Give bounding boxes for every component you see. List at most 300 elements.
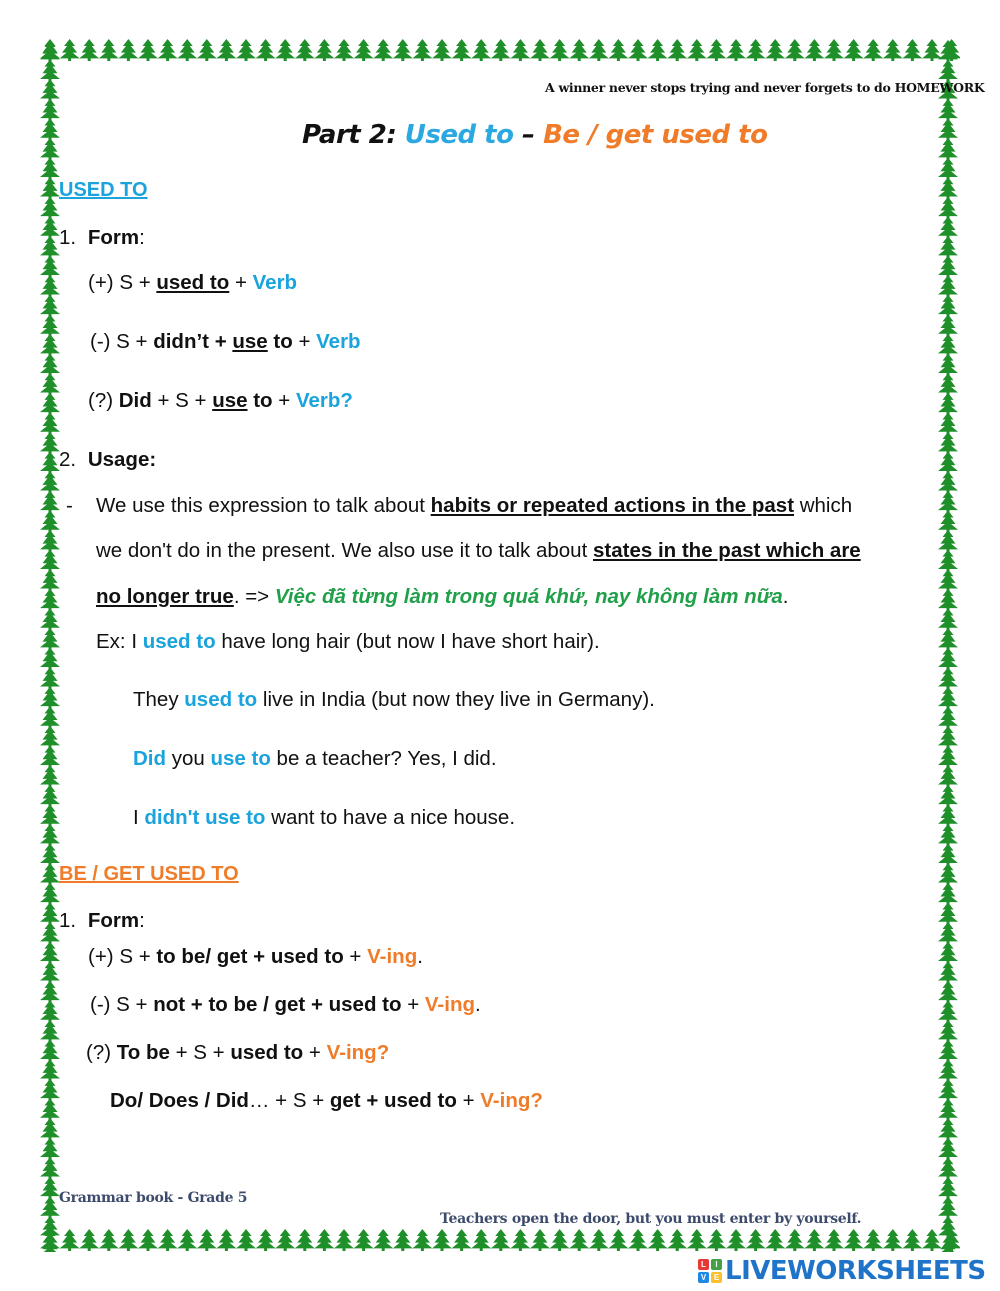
title-part: Part 2:: [302, 120, 397, 150]
footer-quote: Teachers open the door, but you must enter by yourself.: [440, 1211, 862, 1227]
tree-icon: [883, 39, 903, 61]
form-positive: [88, 271, 297, 295]
tree-icon: [40, 550, 60, 572]
tree-icon: [938, 726, 958, 748]
tree-icon: [648, 39, 668, 61]
tree-icon: [883, 1229, 903, 1251]
tree-icon: [40, 412, 60, 434]
tree-icon: [40, 824, 60, 846]
tree-icon: [938, 844, 958, 866]
usage-line-2: [96, 539, 861, 563]
tree-icon: [589, 39, 609, 61]
text: We use this expression to talk about: [96, 494, 431, 517]
tree-icon: [138, 1229, 158, 1251]
text: Ex: I: [96, 630, 143, 653]
tree-icon: [824, 39, 844, 61]
keyword: used to: [230, 1041, 304, 1064]
ving-label: V-ing: [424, 993, 475, 1016]
tree-icon: [938, 354, 958, 376]
tree-icon: [938, 863, 958, 885]
tree-icon: [863, 39, 883, 61]
tree-icon: [40, 491, 60, 513]
tree-icon: [40, 452, 60, 474]
tree-icon: [40, 60, 60, 82]
tree-icon: [938, 981, 958, 1003]
ving-label: V-ing?: [480, 1089, 543, 1112]
tree-icon: [256, 1229, 276, 1251]
text: I: [133, 806, 145, 829]
tree-icon: [40, 726, 60, 748]
tree-icon: [256, 39, 276, 61]
text: live in India (but now they live in Germany).: [257, 688, 655, 711]
tree-icon: [938, 746, 958, 768]
tree-icon: [40, 393, 60, 415]
tree-icon: [40, 765, 60, 787]
keyword: to be/ get + used to: [156, 945, 344, 968]
tree-border-right: [936, 40, 960, 1252]
tree-icon: [99, 39, 119, 61]
tree-icon: [432, 1229, 452, 1251]
example-3: [133, 747, 497, 771]
text: we don't do in the present. We also use it to talk about: [96, 539, 593, 562]
tree-icon: [510, 39, 530, 61]
tree-icon: [938, 1157, 958, 1179]
text: .: [475, 993, 481, 1016]
tree-icon: [510, 1229, 530, 1251]
text: +: [343, 945, 368, 968]
tree-icon: [40, 628, 60, 650]
tree-icon: [938, 942, 958, 964]
tree-icon: [40, 608, 60, 630]
tree-icon: [40, 667, 60, 689]
tree-icon: [589, 1229, 609, 1251]
text: +: [401, 993, 425, 1016]
tree-icon: [177, 39, 197, 61]
tree-icon: [938, 824, 958, 846]
keyword: to: [267, 330, 293, 353]
text: They: [133, 688, 185, 711]
tree-icon: [938, 236, 958, 258]
tree-icon: [938, 432, 958, 454]
tree-icon: [938, 510, 958, 532]
text: (?): [86, 1041, 117, 1064]
tree-icon: [785, 1229, 805, 1251]
tree-icon: [40, 785, 60, 807]
tree-icon: [938, 373, 958, 395]
tree-icon: [569, 39, 589, 61]
tree-border-left: [38, 40, 62, 1252]
tree-icon: [158, 1229, 178, 1251]
keyword: didn't use to: [144, 806, 266, 829]
tree-icon: [295, 1229, 315, 1251]
tree-icon: [40, 1138, 60, 1160]
title-be-get: Be / get used to: [543, 120, 768, 150]
tree-icon: [938, 314, 958, 336]
tree-icon: [216, 39, 236, 61]
tree-border-top: [40, 38, 960, 62]
tree-icon: [236, 1229, 256, 1251]
tree-icon: [40, 1216, 60, 1238]
tree-icon: [40, 354, 60, 376]
tree-icon: [40, 746, 60, 768]
tree-icon: [938, 412, 958, 434]
emphasis: no longer true: [96, 585, 234, 608]
form2-question-do: [110, 1089, 543, 1113]
tree-icon: [608, 39, 628, 61]
title-dash: –: [522, 120, 535, 150]
liveworksheets-brand[interactable]: [698, 1256, 986, 1286]
tree-icon: [40, 922, 60, 944]
usage-bullet: -: [66, 494, 73, 517]
tree-icon: [295, 39, 315, 61]
tree-icon: [491, 39, 511, 61]
keyword: used to: [142, 630, 216, 653]
example-4: [133, 806, 515, 830]
tree-icon: [236, 39, 256, 61]
tree-icon: [412, 39, 432, 61]
tree-icon: [938, 687, 958, 709]
usage-label: Usage:: [87, 448, 157, 471]
tree-icon: [40, 648, 60, 670]
tree-border-bottom: [40, 1228, 960, 1252]
tree-icon: [354, 1229, 374, 1251]
form-question: [88, 389, 353, 413]
emphasis: habits or repeated actions in the past: [430, 494, 795, 517]
tree-icon: [40, 1020, 60, 1042]
verb-label: Verb: [316, 330, 361, 353]
tree-icon: [938, 275, 958, 297]
tree-icon: [765, 1229, 785, 1251]
tree-icon: [938, 765, 958, 787]
usage-line-3: [96, 585, 788, 609]
tree-icon: [40, 216, 60, 238]
tree-icon: [40, 295, 60, 317]
tree-icon: [216, 1229, 236, 1251]
section-heading-be-get-used-to: BE / GET USED TO: [59, 863, 239, 885]
tree-icon: [40, 471, 60, 493]
tree-icon: [844, 1229, 864, 1251]
tree-icon: [938, 804, 958, 826]
tree-icon: [938, 902, 958, 924]
tree-icon: [40, 844, 60, 866]
tree-icon: [40, 197, 60, 219]
text: + S +: [169, 1041, 231, 1064]
tree-icon: [40, 275, 60, 297]
tree-icon: [608, 1229, 628, 1251]
text: +: [303, 1041, 327, 1064]
text: (-) S +: [90, 993, 154, 1016]
tree-icon: [432, 39, 452, 61]
tree-icon: [40, 99, 60, 121]
tree-icon: [938, 60, 958, 82]
tree-icon: [530, 39, 550, 61]
tree-icon: [746, 39, 766, 61]
text: +: [272, 389, 296, 412]
verb-label: Verb: [252, 271, 298, 294]
tree-icon: [138, 39, 158, 61]
tree-icon: [804, 1229, 824, 1251]
tree-icon: [938, 491, 958, 513]
tree-icon: [530, 1229, 550, 1251]
text: have long hair (but now I have short hair).: [215, 630, 600, 653]
verb-label: Verb?: [295, 389, 353, 412]
tree-icon: [373, 39, 393, 61]
keyword: To be: [116, 1041, 170, 1064]
tree-icon: [40, 158, 60, 180]
tree-icon: [40, 961, 60, 983]
tree-icon: [412, 1229, 432, 1251]
keyword: used to: [184, 688, 258, 711]
logo-letter: E: [711, 1272, 722, 1283]
tree-icon: [938, 569, 958, 591]
tree-icon: [40, 1177, 60, 1199]
tree-icon: [667, 1229, 687, 1251]
tree-icon: [938, 648, 958, 670]
keyword: not + to be / get + used to: [153, 993, 402, 1016]
footer-book-title: Grammar book - Grade 5: [59, 1190, 248, 1206]
tree-icon: [40, 177, 60, 199]
tree-icon: [60, 1229, 80, 1251]
emphasis: states in the past which are: [592, 539, 861, 562]
form-colon: :: [139, 909, 145, 932]
tree-icon: [938, 197, 958, 219]
tree-icon: [40, 902, 60, 924]
tree-icon: [938, 1177, 958, 1199]
ving-label: V-ing?: [326, 1041, 390, 1064]
tree-icon: [938, 1196, 958, 1218]
tree-icon: [706, 1229, 726, 1251]
tree-icon: [550, 39, 570, 61]
tree-icon: [938, 1020, 958, 1042]
page-title: [302, 120, 767, 150]
tree-icon: [938, 393, 958, 415]
tree-icon: [40, 138, 60, 160]
tree-icon: [938, 1079, 958, 1101]
tree-icon: [938, 883, 958, 905]
tree-icon: [275, 1229, 295, 1251]
tree-icon: [804, 39, 824, 61]
form-label: Form: [87, 909, 140, 932]
text: (+) S +: [88, 271, 157, 294]
form2-negative: [90, 993, 481, 1017]
tree-icon: [40, 40, 60, 62]
form-label: Form: [87, 226, 140, 249]
tree-icon: [471, 1229, 491, 1251]
tree-icon: [40, 432, 60, 454]
tree-icon: [938, 961, 958, 983]
tree-icon: [40, 1196, 60, 1218]
keyword: get + used to: [329, 1089, 457, 1112]
tree-icon: [40, 589, 60, 611]
form-number: 1.: [59, 226, 77, 249]
tree-icon: [158, 39, 178, 61]
tree-icon: [40, 706, 60, 728]
tree-icon: [706, 39, 726, 61]
keyword: Do/ Does / Did: [110, 1089, 249, 1112]
tree-icon: [40, 334, 60, 356]
text: . =>: [233, 585, 275, 608]
tree-icon: [393, 1229, 413, 1251]
tree-icon: [863, 1229, 883, 1251]
tree-icon: [938, 922, 958, 944]
tree-icon: [938, 1216, 958, 1238]
tree-icon: [938, 158, 958, 180]
tree-icon: [938, 99, 958, 121]
keyword: to: [247, 389, 273, 412]
tree-icon: [938, 40, 958, 62]
tree-icon: [60, 39, 80, 61]
tree-icon: [40, 804, 60, 826]
tree-icon: [197, 1229, 217, 1251]
form-negative: [90, 330, 361, 354]
tree-icon: [40, 373, 60, 395]
tree-icon: [569, 1229, 589, 1251]
example-2: [133, 688, 655, 712]
tree-icon: [177, 1229, 197, 1251]
form-heading-2: [59, 909, 145, 933]
text: +: [229, 271, 253, 294]
tree-icon: [726, 39, 746, 61]
tree-icon: [40, 530, 60, 552]
tree-icon: [785, 39, 805, 61]
tree-icon: [938, 706, 958, 728]
tree-icon: [40, 883, 60, 905]
tree-icon: [40, 981, 60, 1003]
text: +: [456, 1089, 481, 1112]
tree-icon: [938, 1138, 958, 1160]
form-colon: :: [139, 226, 145, 249]
text: +: [292, 330, 317, 353]
text: be a teacher? Yes, I did.: [270, 747, 497, 770]
tree-icon: [40, 569, 60, 591]
usage-line-1: [96, 494, 852, 518]
tree-icon: [938, 334, 958, 356]
text: want to have a nice house.: [265, 806, 516, 829]
tree-icon: [726, 1229, 746, 1251]
tree-icon: [687, 39, 707, 61]
tree-icon: [40, 942, 60, 964]
tree-icon: [628, 1229, 648, 1251]
tree-icon: [40, 118, 60, 140]
tree-icon: [354, 39, 374, 61]
keyword: use: [212, 389, 248, 412]
tree-icon: [40, 510, 60, 532]
tree-icon: [687, 1229, 707, 1251]
text: .: [417, 945, 423, 968]
tree-icon: [938, 216, 958, 238]
tree-icon: [765, 39, 785, 61]
tree-icon: [334, 1229, 354, 1251]
text: .: [782, 585, 789, 608]
keyword: use to: [210, 747, 271, 770]
tree-icon: [40, 1079, 60, 1101]
tree-icon: [491, 1229, 511, 1251]
tree-icon: [938, 1059, 958, 1081]
tree-icon: [938, 1118, 958, 1140]
tree-icon: [40, 1157, 60, 1179]
tree-icon: [314, 39, 334, 61]
usage-heading: [59, 448, 156, 472]
usage-number: 2.: [59, 448, 77, 471]
tree-icon: [938, 667, 958, 689]
tree-icon: [938, 452, 958, 474]
vietnamese-translation: Việc đã từng làm trong quá khứ, nay không làm nữa: [274, 585, 783, 608]
tree-icon: [938, 589, 958, 611]
ving-label: V-ing: [367, 945, 418, 968]
tree-icon: [99, 1229, 119, 1251]
tree-icon: [938, 471, 958, 493]
tree-icon: [40, 1000, 60, 1022]
tree-icon: [275, 39, 295, 61]
text: (-) S +: [90, 330, 154, 353]
form2-question: [86, 1041, 389, 1065]
motto: A winner never stops trying and never forgets to do HOMEWORK: [545, 80, 985, 95]
tree-icon: [118, 1229, 138, 1251]
tree-icon: [452, 1229, 472, 1251]
logo-letter: I: [711, 1259, 722, 1270]
example-1: [96, 630, 600, 654]
tree-icon: [79, 1229, 99, 1251]
tree-icon: [373, 1229, 393, 1251]
tree-icon: [40, 256, 60, 278]
tree-icon: [844, 39, 864, 61]
tree-icon: [197, 39, 217, 61]
text: … + S +: [248, 1089, 330, 1112]
tree-icon: [118, 39, 138, 61]
title-used-to: Used to: [404, 120, 514, 150]
tree-icon: [471, 39, 491, 61]
tree-icon: [938, 550, 958, 572]
tree-icon: [79, 39, 99, 61]
text: which: [794, 494, 853, 517]
tree-icon: [40, 1059, 60, 1081]
form-number: 1.: [59, 909, 77, 932]
text: (?): [88, 389, 119, 412]
keyword: didn’t +: [153, 330, 233, 353]
tree-icon: [938, 1098, 958, 1120]
tree-icon: [938, 785, 958, 807]
brand-name: LIVEWORKSHEETS: [725, 1256, 986, 1286]
tree-icon: [452, 39, 472, 61]
tree-icon: [938, 295, 958, 317]
tree-icon: [746, 1229, 766, 1251]
tree-icon: [628, 39, 648, 61]
tree-icon: [902, 1229, 922, 1251]
tree-icon: [40, 314, 60, 336]
section-heading-used-to: USED TO: [59, 179, 148, 201]
tree-icon: [938, 1000, 958, 1022]
tree-icon: [40, 863, 60, 885]
liveworksheets-logo-icon: [698, 1259, 722, 1283]
tree-icon: [938, 256, 958, 278]
tree-icon: [40, 1040, 60, 1062]
form-heading: [59, 226, 145, 250]
tree-icon: [314, 1229, 334, 1251]
text: + S +: [151, 389, 213, 412]
tree-icon: [902, 39, 922, 61]
keyword: Did: [133, 747, 167, 770]
tree-icon: [938, 177, 958, 199]
tree-icon: [40, 687, 60, 709]
tree-icon: [667, 39, 687, 61]
tree-icon: [40, 79, 60, 101]
text: you: [166, 747, 211, 770]
form2-positive: [88, 945, 423, 969]
tree-icon: [40, 236, 60, 258]
tree-icon: [824, 1229, 844, 1251]
tree-icon: [334, 39, 354, 61]
tree-icon: [40, 1236, 60, 1252]
